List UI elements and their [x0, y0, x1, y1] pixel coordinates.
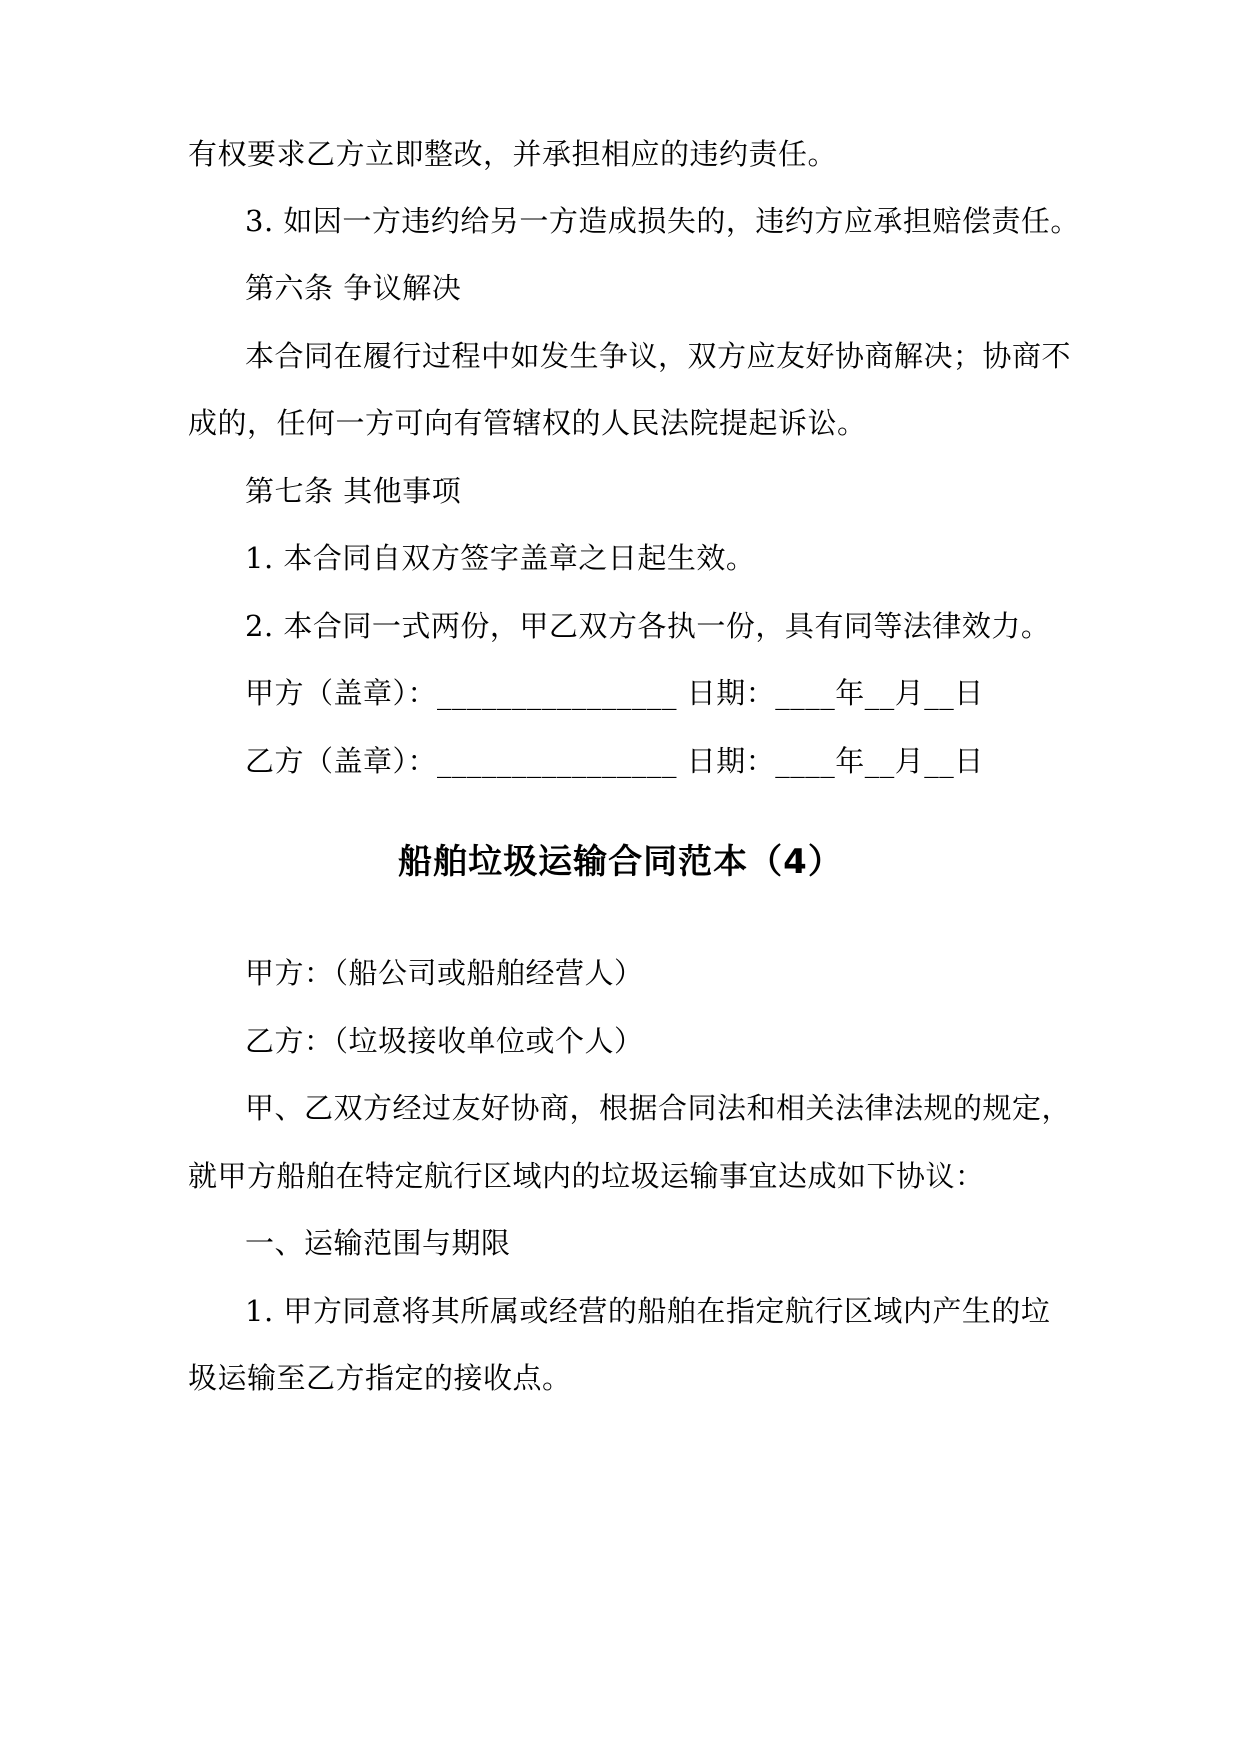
- section-heading: 一、运输范围与期限: [245, 1226, 511, 1260]
- paragraph-line: 就甲方船舶在特定航行区域内的垃圾运输事宜达成如下协议：: [188, 1159, 985, 1193]
- party-a-line: 甲方：（船公司或船舶经营人）: [245, 956, 644, 990]
- clause-item: 1. 本合同自双方签字盖章之日起生效。: [245, 541, 756, 575]
- signature-line-party-a: 甲方（盖章）：________________ 日期：____年__月__日: [245, 676, 984, 710]
- paragraph-line: 有权要求乙方立即整改，并承担相应的违约责任。: [188, 137, 838, 171]
- clause-item: 3. 如因一方违约给另一方造成损失的，违约方应承担赔偿责任。: [245, 204, 1080, 238]
- party-b-line: 乙方：（垃圾接收单位或个人）: [245, 1024, 644, 1058]
- paragraph-line: 圾运输至乙方指定的接收点。: [188, 1361, 572, 1395]
- section-heading: 第六条 争议解决: [245, 271, 462, 305]
- signature-line-party-b: 乙方（盖章）：________________ 日期：____年__月__日: [245, 744, 984, 778]
- clause-item: 2. 本合同一式两份，甲乙双方各执一份，具有同等法律效力。: [245, 609, 1051, 643]
- clause-item: 1. 甲方同意将其所属或经营的船舶在指定航行区域内产生的垃: [245, 1294, 1051, 1328]
- paragraph-line: 成的，任何一方可向有管辖权的人民法院提起诉讼。: [188, 406, 867, 440]
- paragraph-line: 甲、乙双方经过友好协商，根据合同法和相关法律法规的规定，: [245, 1091, 1072, 1125]
- section-heading: 第七条 其他事项: [245, 474, 462, 508]
- document-title: 船舶垃圾运输合同范本（4）: [398, 842, 843, 882]
- paragraph-line: 本合同在履行过程中如发生争议，双方应友好协商解决；协商不: [245, 339, 1072, 373]
